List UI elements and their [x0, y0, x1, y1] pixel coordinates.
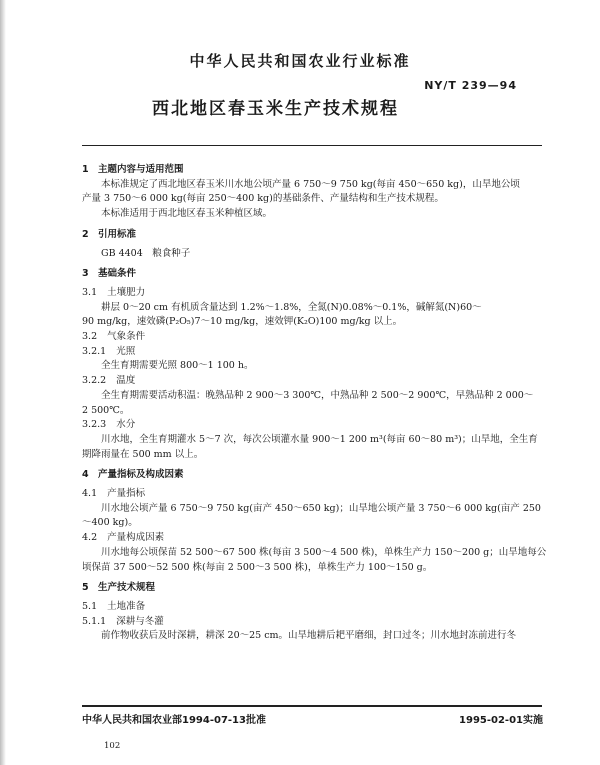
section-number: 2 — [82, 228, 89, 240]
paragraph: 全生育期需要活动积温：晚熟品种 2 900～3 300℃，中熟品种 2 500～2 900℃，早熟品种 2 000～ — [101, 389, 534, 401]
paragraph-continuation: 2 500℃。 — [82, 404, 130, 416]
section-heading — [82, 228, 544, 243]
section-title: 基础条件 — [98, 268, 137, 280]
subsubsection-title: 深耕与冬灌 — [116, 615, 164, 627]
section-title: 产量指标及构成因素 — [98, 469, 184, 481]
subsection-heading — [82, 487, 544, 502]
subsubsection-heading — [82, 418, 544, 433]
paragraph-continuation: 90 mg/kg，速效磷(P₂O₅)7～10 mg/kg，速效钾(K₂O)100 mg/kg 以上。 — [82, 316, 403, 328]
standard-code: NY/T 239—94 — [424, 79, 517, 92]
section-number: 1 — [82, 164, 89, 175]
section-heading — [82, 468, 544, 483]
subsection-title: 产量指标 — [107, 488, 146, 500]
section-title: 引用标准 — [98, 228, 137, 240]
paragraph: 本标准规定了西北地区春玉米川水地公顷产量 6 750～9 750 kg(每亩 450～650 kg)，山旱地公顷 — [101, 178, 520, 190]
header-rule — [82, 145, 542, 146]
paragraph: 川水地，全生育期灌水 5～7 次，每次公顷灌水量 900～1 200 m³(每亩 60～80 m³)；山旱地，全生育 — [101, 433, 538, 445]
reference-entry: GB 4404 粮食种子 — [101, 247, 191, 259]
document-title: 西北地区春玉米生产技术规程 — [152, 99, 399, 119]
scan-edge-shadow — [0, 0, 6, 765]
paragraph-continuation: 产量 3 750～6 000 kg(每亩 250～400 kg)的基础条件、产量结构和生产技术规程。 — [82, 193, 444, 205]
standard-title: 中华人民共和国农业行业标准 — [189, 52, 411, 70]
subsubsection-number: 3.2.3 — [82, 419, 107, 431]
subsubsection-number: 3.2.1 — [82, 345, 107, 357]
section-heading — [82, 163, 544, 178]
subsection-number: 4.2 — [82, 532, 98, 544]
footer-rule — [82, 705, 542, 707]
subsubsection-title: 水分 — [116, 419, 136, 431]
subsection-title: 土壤肥力 — [107, 286, 146, 298]
paragraph: 全生育期需要光照 800～1 100 h。 — [101, 360, 254, 372]
paragraph-continuation: 期降雨量在 500 mm 以上。 — [82, 448, 204, 460]
subsection-title: 土地准备 — [107, 600, 146, 612]
section-title: 主题内容与适用范围 — [98, 164, 184, 175]
subsection-heading — [82, 330, 544, 345]
paragraph: 川水地每公顷保苗 52 500～67 500 株(每亩 3 500～4 500 株)，单株生产力 150～200 g；山旱地每公 — [101, 546, 547, 558]
paragraph: 耕层 0～20 cm 有机质含量达到 1.2%～1.8%，全氮(N)0.08%～0.1%，碱解氮(N)60～ — [101, 301, 482, 313]
effective-date: 1995-02-01实施 — [459, 715, 543, 726]
subsection-title: 产量构成因素 — [107, 532, 165, 544]
section-title: 生产技术规程 — [98, 582, 156, 594]
subsection-title: 气象条件 — [107, 331, 146, 343]
subsubsection-heading — [82, 374, 544, 389]
paragraph: 本标准适用于西北地区春玉米种植区域。 — [101, 208, 273, 220]
document-body — [82, 157, 547, 644]
subsubsection-title: 光照 — [116, 345, 136, 357]
section-number: 4 — [82, 469, 89, 481]
subsection-number: 3.1 — [82, 286, 98, 298]
subsection-heading — [82, 600, 544, 615]
subsection-heading — [82, 286, 544, 301]
subsubsection-title: 温度 — [116, 375, 136, 387]
subsection-number: 4.1 — [82, 488, 98, 500]
approval-statement: 中华人民共和国农业部1994-07-13批准 — [82, 715, 266, 726]
subsubsection-number: 5.1.1 — [82, 615, 107, 627]
subsubsection-number: 3.2.2 — [82, 375, 107, 387]
paragraph-continuation: 顷保苗 37 500～52 500 株(每亩 2 500～3 500 株)，单株生产力 100～150 g。 — [82, 561, 433, 573]
section-heading — [82, 267, 544, 282]
section-heading — [82, 581, 544, 596]
subsection-heading — [82, 531, 544, 546]
page-number: 102 — [104, 741, 121, 751]
subsection-number: 5.1 — [82, 600, 98, 612]
paragraph: 前作物收获后及时深耕，耕深 20～25 cm。山旱地耕后耙平磨细，封口过冬；川水地封冻前进行冬 — [101, 630, 517, 642]
subsection-number: 3.2 — [82, 331, 98, 343]
paragraph-continuation: ～400 kg)。 — [82, 517, 138, 529]
subsubsection-heading — [82, 615, 544, 630]
section-number: 5 — [82, 582, 89, 594]
paragraph: 川水地公顷产量 6 750～9 750 kg(亩产 450～650 kg)；山旱地公顷产量 3 750～6 000 kg(亩产 250 — [101, 502, 541, 514]
section-number: 3 — [82, 268, 89, 280]
subsubsection-heading — [82, 345, 544, 360]
